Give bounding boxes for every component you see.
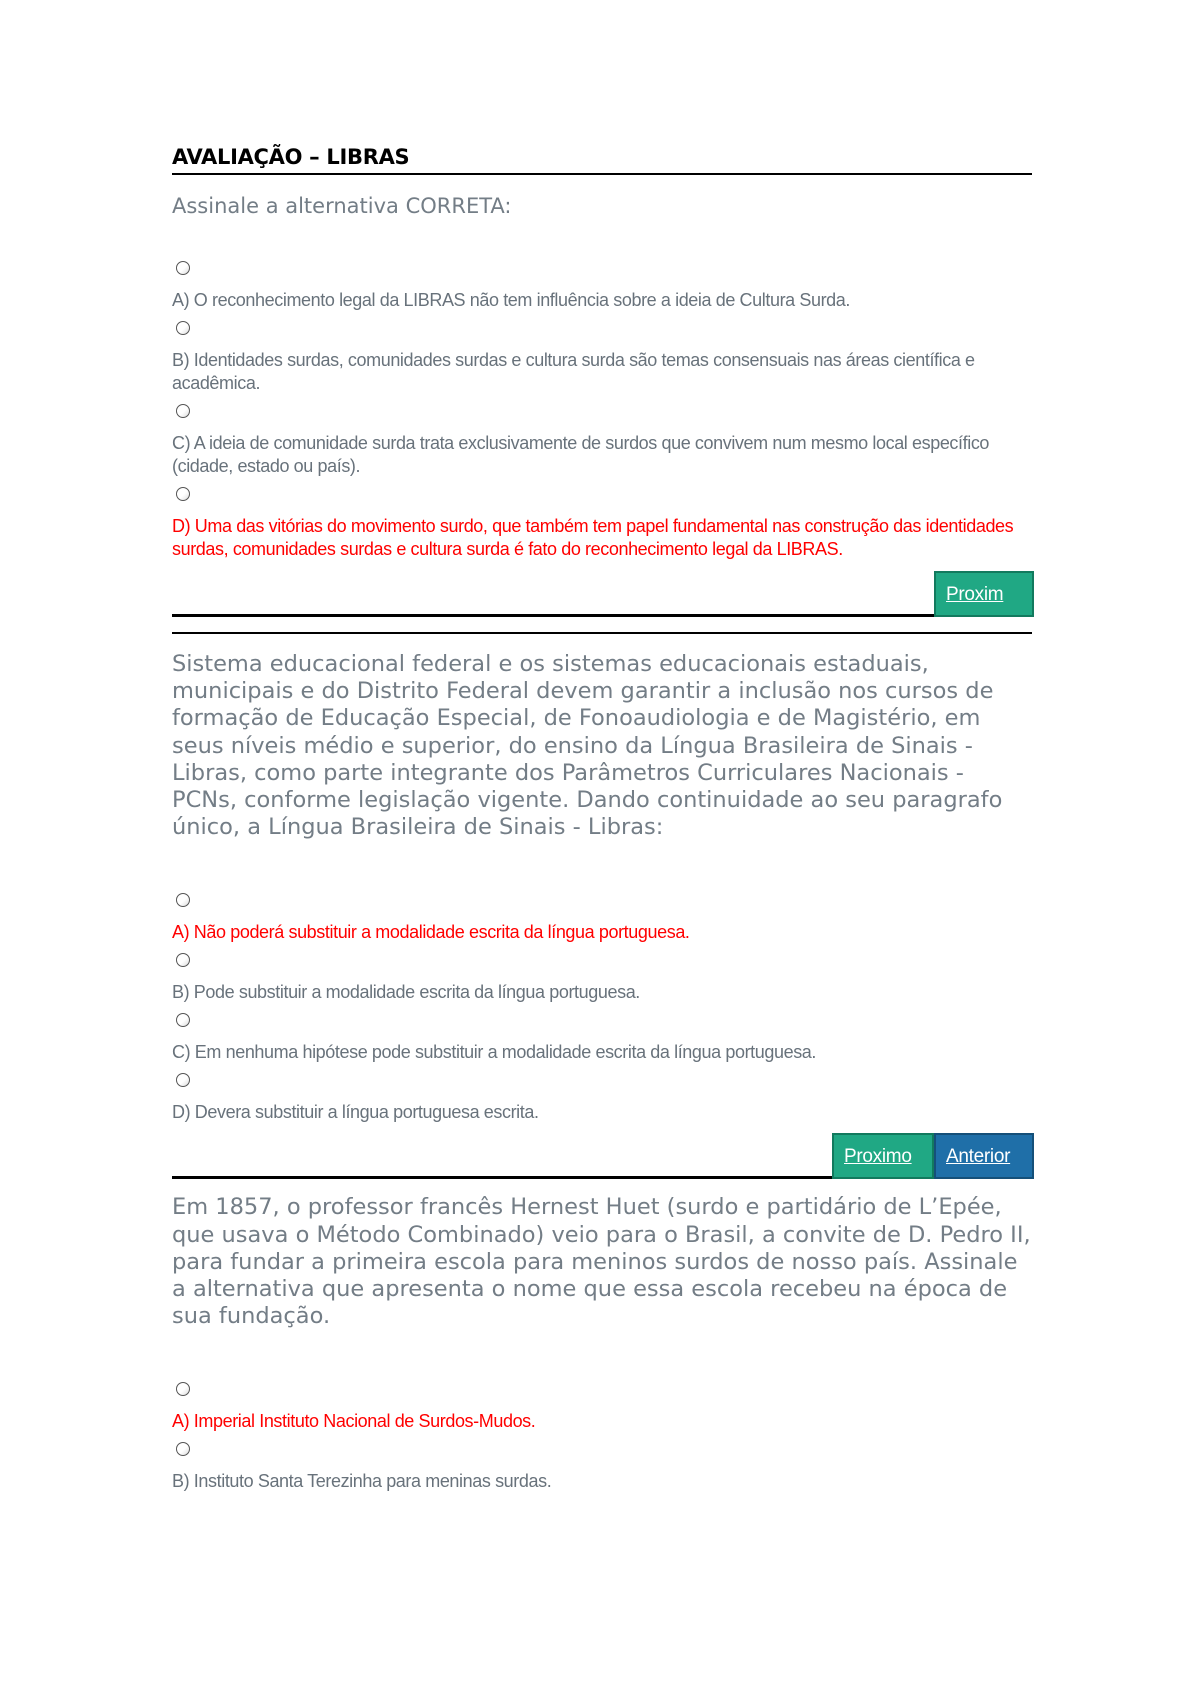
option-c <box>172 404 1032 478</box>
question-1 <box>172 193 1032 634</box>
next-button[interactable]: Proxim <box>934 571 1034 617</box>
question-3-options <box>172 1382 1032 1493</box>
option-radio[interactable] <box>176 1442 190 1456</box>
option-radio[interactable] <box>176 1073 190 1087</box>
option-radio[interactable] <box>176 487 190 501</box>
option-label: B) Instituto Santa Terezinha para meninas surdas. <box>172 1471 552 1492</box>
question-2-nav <box>172 1133 1032 1179</box>
option-b <box>172 321 1032 395</box>
option-d <box>172 1073 1032 1124</box>
option-radio[interactable] <box>176 953 190 967</box>
option-d <box>172 487 1032 561</box>
option-radio[interactable] <box>176 1013 190 1027</box>
option-b <box>172 953 1032 1004</box>
divider <box>172 614 934 617</box>
question-1-nav <box>172 571 1032 617</box>
question-2-options <box>172 893 1032 1124</box>
quiz-page <box>172 145 1032 1502</box>
option-c <box>172 1013 1032 1064</box>
divider <box>172 632 1032 634</box>
option-label: A) O reconhecimento legal da LIBRAS não tem influência sobre a ideia de Cultura Surda. <box>172 290 851 310</box>
option-label: A) Não poderá substituir a modalidade escrita da língua portuguesa. <box>172 922 690 943</box>
option-radio[interactable] <box>176 893 190 907</box>
option-label: A) Imperial Instituto Nacional de Surdos-Mudos. <box>172 1411 536 1432</box>
option-a <box>172 261 1032 312</box>
option-radio[interactable] <box>176 321 190 335</box>
question-3 <box>172 1194 1032 1493</box>
option-a <box>172 893 1032 944</box>
page-title: AVALIAÇÃO – LIBRAS <box>172 145 1032 175</box>
option-radio[interactable] <box>176 261 190 275</box>
option-radio[interactable] <box>176 404 190 418</box>
option-label: C) Em nenhuma hipótese pode substituir a modalidade escrita da língua portuguesa. <box>172 1042 817 1063</box>
divider <box>172 1176 832 1179</box>
option-label: B) Identidades surdas, comunidades surdas e cultura surda são temas consensuais nas áreas científica e acadêmica. <box>172 350 975 393</box>
option-label: B) Pode substituir a modalidade escrita da língua portuguesa. <box>172 982 640 1003</box>
option-radio[interactable] <box>176 1382 190 1396</box>
question-1-options <box>172 261 1032 561</box>
question-3-prompt: Em 1857, o professor francês Hernest Huet (surdo e partidário de L’Epée, que usava o Método Combinado) veio para o Brasil, a convite de D. Pedro II, para fundar a primeira escola para meninos surdos de nosso país. Assinale a alternativa que apresenta o nome que essa escola recebeu na época de sua fundação. <box>172 1194 1031 1330</box>
option-b <box>172 1442 1032 1493</box>
option-label: D) Uma das vitórias do movimento surdo, que também tem papel fundamental nas construção das identidades surdas, comunidades surdas e cultura surda é fato do reconhecimento legal da LIBRAS. <box>172 516 1014 559</box>
question-2-prompt: Sistema educacional federal e os sistemas educacionais estaduais, municipais e do Distrito Federal devem garantir a inclusão nos cursos de formação de Educação Especial, de Fonoaudiologia e de Magistério, em seus níveis médio e superior, do ensino da Língua Brasileira de Sinais - Libras, como parte integrante dos Parâmetros Curriculares Nacionais - PCNs, conforme legislação vigente. Dando continuidade ao seu paragrafo único, a Língua Brasileira de Sinais - Libras: <box>172 651 1003 841</box>
question-2 <box>172 651 1032 1179</box>
question-1-prompt: Assinale a alternativa CORRETA: <box>172 194 512 218</box>
next-button[interactable]: Proximo <box>832 1133 934 1179</box>
option-label: C) A ideia de comunidade surda trata exclusivamente de surdos que convivem num mesmo local específico (cidade, estado ou país). <box>172 433 990 476</box>
option-label: D) Devera substituir a língua portuguesa escrita. <box>172 1102 539 1123</box>
option-a <box>172 1382 1032 1433</box>
previous-button[interactable]: Anterior <box>934 1133 1034 1179</box>
